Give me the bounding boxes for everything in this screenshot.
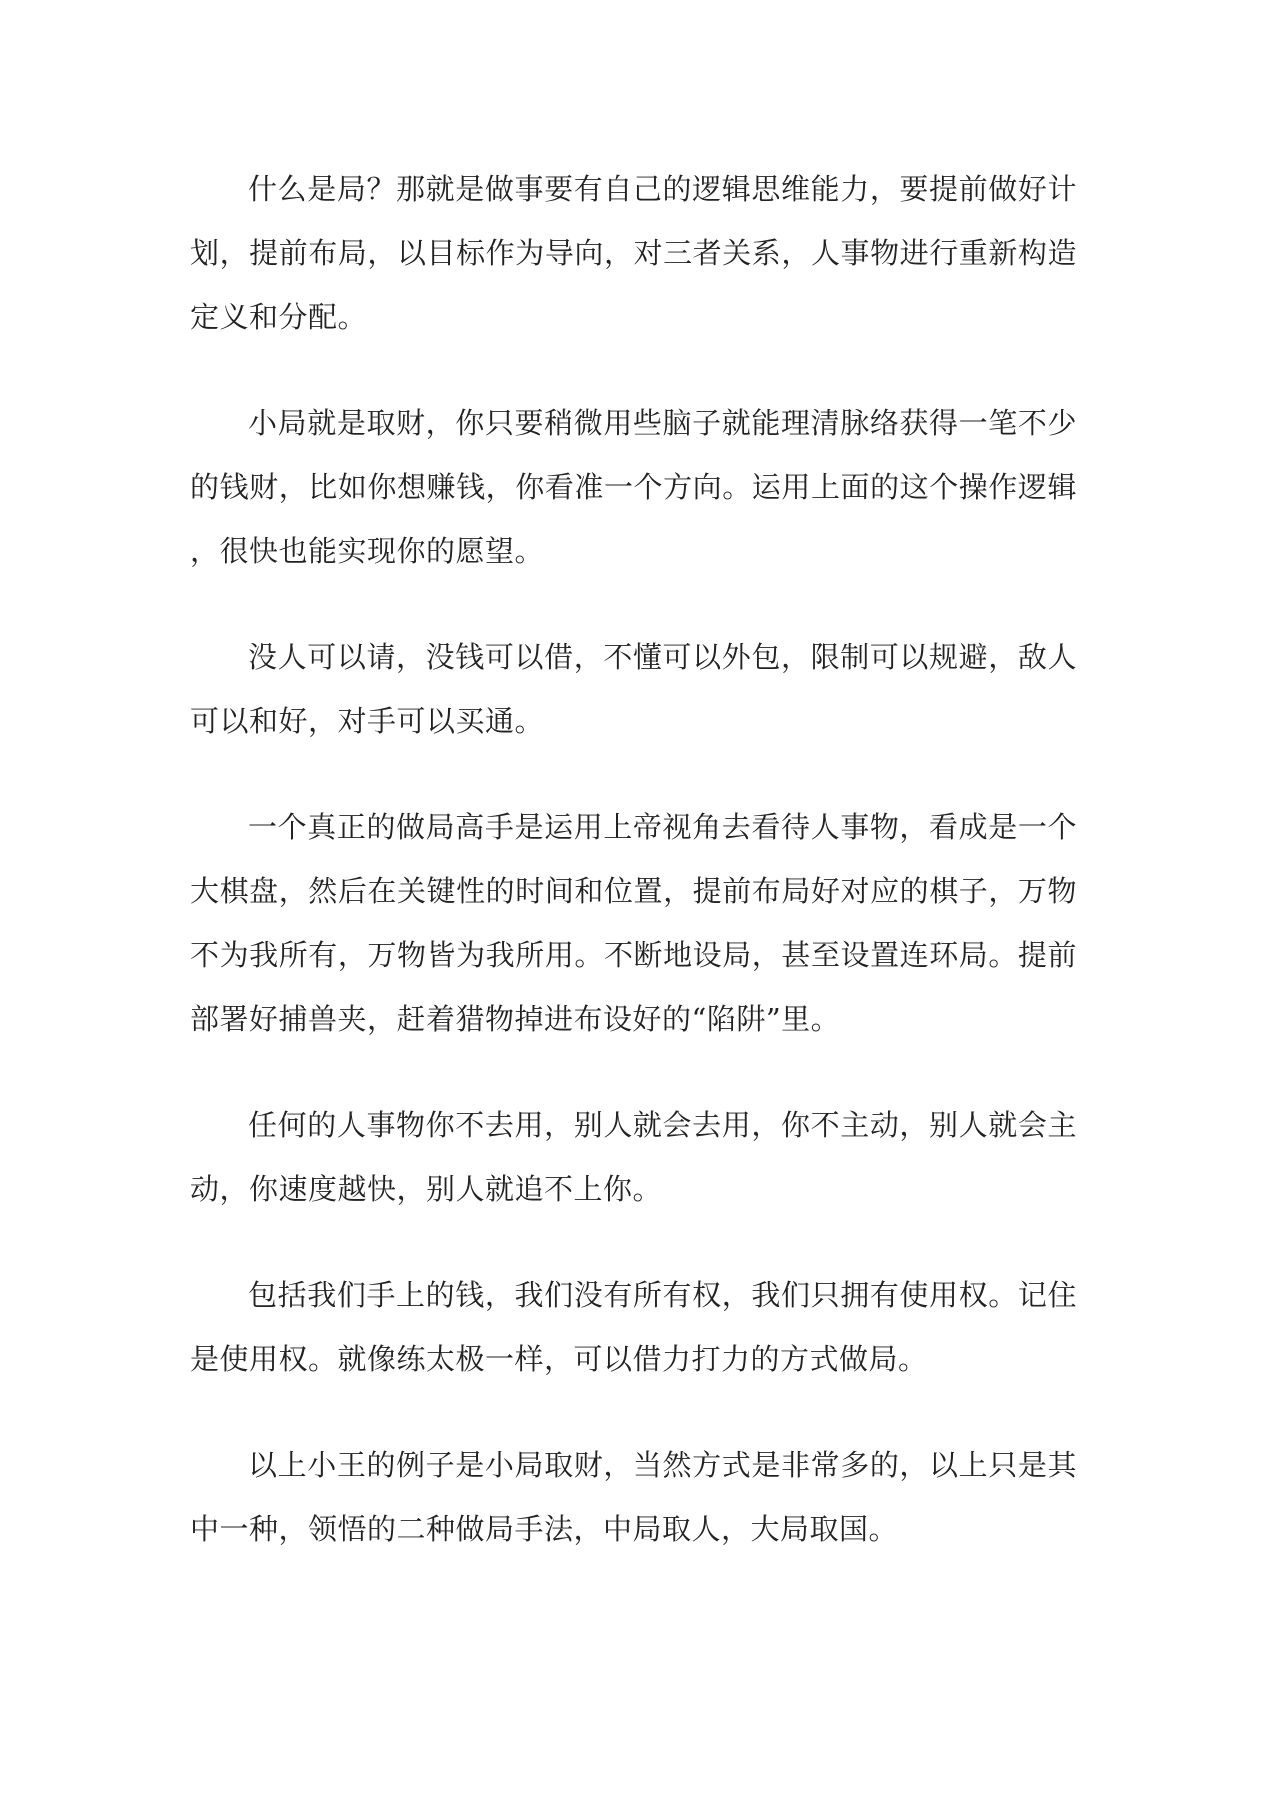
paragraph-7: 以上小王的例子是小局取财，当然方式是非常多的，以上只是其中一种，领悟的二种做局手法，中局取人，大局取国。 — [190, 1448, 1077, 1546]
paragraph-4: 一个真正的做局高手是运用上帝视角去看待人事物，看成是一个大棋盘，然后在关键性的时间和位置，提前布局好对应的棋子，万物不为我所有，万物皆为我所用。不断地设局，甚至设置连环局。提前部署好捕兽夹，赶着猎物掉进布设好的“陷阱”里。 — [190, 810, 1077, 1036]
paragraph-5: 任何的人事物你不去用，别人就会去用，你不主动，别人就会主动，你速度越快，别人就追不上你。 — [190, 1108, 1077, 1206]
paragraph-1: 什么是局？那就是做事要有自己的逻辑思维能力，要提前做好计划，提前布局，以目标作为导向，对三者关系，人事物进行重新构造定义和分配。 — [190, 172, 1077, 334]
paragraph-6: 包括我们手上的钱，我们没有所有权，我们只拥有使用权。记住是使用权。就像练太极一样，可以借力打力的方式做局。 — [190, 1278, 1077, 1376]
document-body — [190, 157, 1077, 1603]
paragraph-3: 没人可以请，没钱可以借，不懂可以外包，限制可以规避，敌人可以和好，对手可以买通。 — [190, 640, 1077, 738]
paragraph-2: 小局就是取财，你只要稍微用些脑子就能理清脉络获得一笔不少的钱财，比如你想赚钱，你看准一个方向。运用上面的这个操作逻辑，很快也能实现你的愿望。 — [190, 406, 1077, 568]
